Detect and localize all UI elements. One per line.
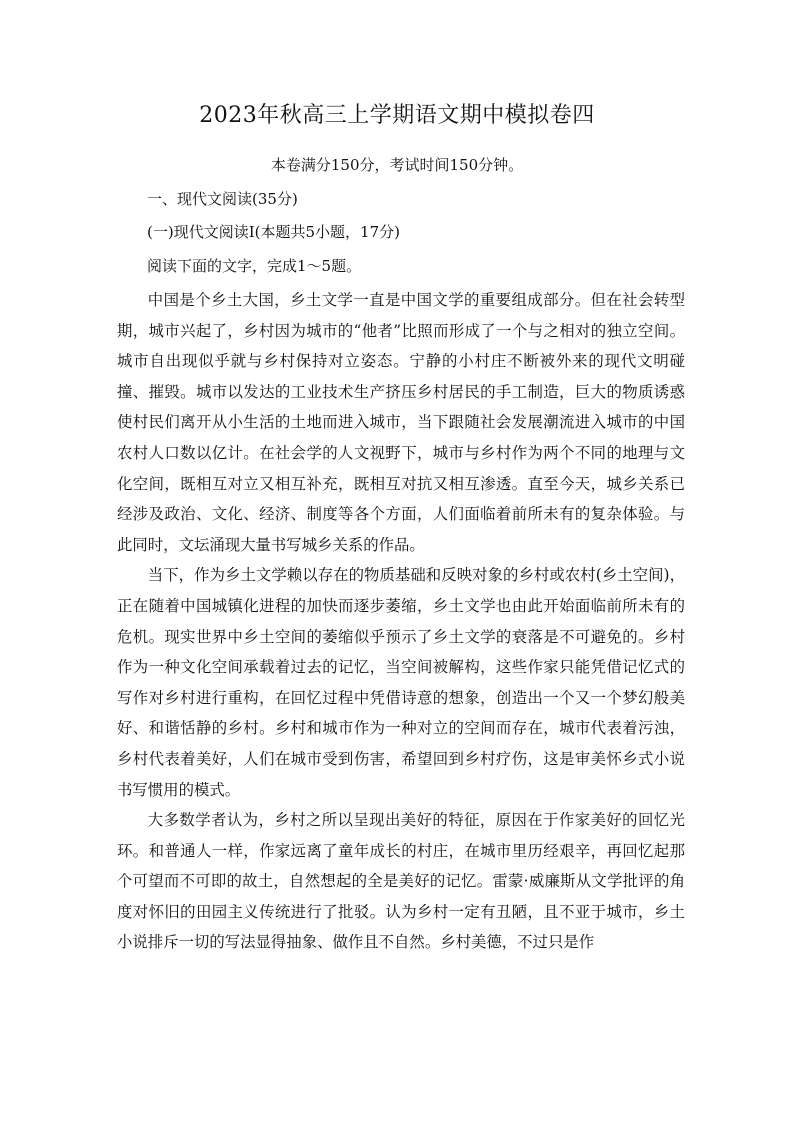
passage-body	[117, 285, 685, 958]
passage-paragraph-3: 大多数学者认为，乡村之所以呈现出美好的特征，原因在于作家美好的回忆光环。和普通人一样，作家远离了童年成长的村庄，在城市里历经艰辛，再回忆起那个可望而不可即的故土，自然想起的全是美好的记忆。雷蒙·威廉斯从文学批评的角度对怀旧的田园主义传统进行了批驳。认为乡村一定有丑陋，且不亚于城市，乡土小说排斥一切的写法显得抽象、做作且不自然。乡村美德，不过只是作	[117, 811, 685, 952]
passage-paragraph-1: 中国是个乡土大国，乡土文学一直是中国文学的重要组成部分。但在社会转型期，城市兴起了，乡村因为城市的“他者”比照而形成了一个与之相对的独立空间。城市自出现似乎就与乡村保持对立姿态。宁静的小村庄不断被外来的现代文明碰撞、摧毁。城市以发达的工业技术生产挤压乡村居民的手工制造，巨大的物质诱惑使村民们离开从小生活的土地而进入城市，当下跟随社会发展潮流进入城市的中国农村人口数以亿计。在社会学的人文视野下，城市与乡村作为两个不同的地理与文化空间，既相互对立又相互补充，既相互对抗又相互渗透。直至今天，城乡关系已经涉及政治、文化、经济、制度等各个方面，人们面临着前所未有的复杂体验。与此同时，文坛涌现大量书写城乡关系的作品。	[117, 291, 685, 554]
reading-instruction: 阅读下面的文字，完成1～5题。	[147, 257, 362, 275]
passage-paragraph-2: 当下，作为乡土文学赖以存在的物质基础和反映对象的乡村或农村(乡土空间)，正在随着中国城镇化进程的加快而逐步萎缩，乡土文学也由此开始面临前所未有的危机。现实世界中乡土空间的萎缩似乎预示了乡土文学的衰落是不可避免的。乡村作为一种文化空间承载着过去的记忆，当空间被解构，这些作家只能凭借记忆式的写作对乡村进行重构，在回忆过程中凭借诗意的想象，创造出一个又一个梦幻般美好、和谐恬静的乡村。乡村和城市作为一种对立的空间而存在，城市代表着污浊，乡村代表着美好，人们在城市受到伤害，希望回到乡村疗伤，这是审美怀乡式小说书写惯用的模式。	[117, 566, 685, 799]
exam-info: 本卷满分150分，考试时间150分钟。	[270, 156, 524, 174]
document-title: 2023年秋高三上学期语文期中模拟卷四	[199, 103, 595, 128]
section-heading: 一、现代文阅读(35分)	[147, 190, 298, 208]
subsection-heading: (一)现代文阅读Ⅰ(本题共5小题，17分)	[147, 223, 400, 241]
